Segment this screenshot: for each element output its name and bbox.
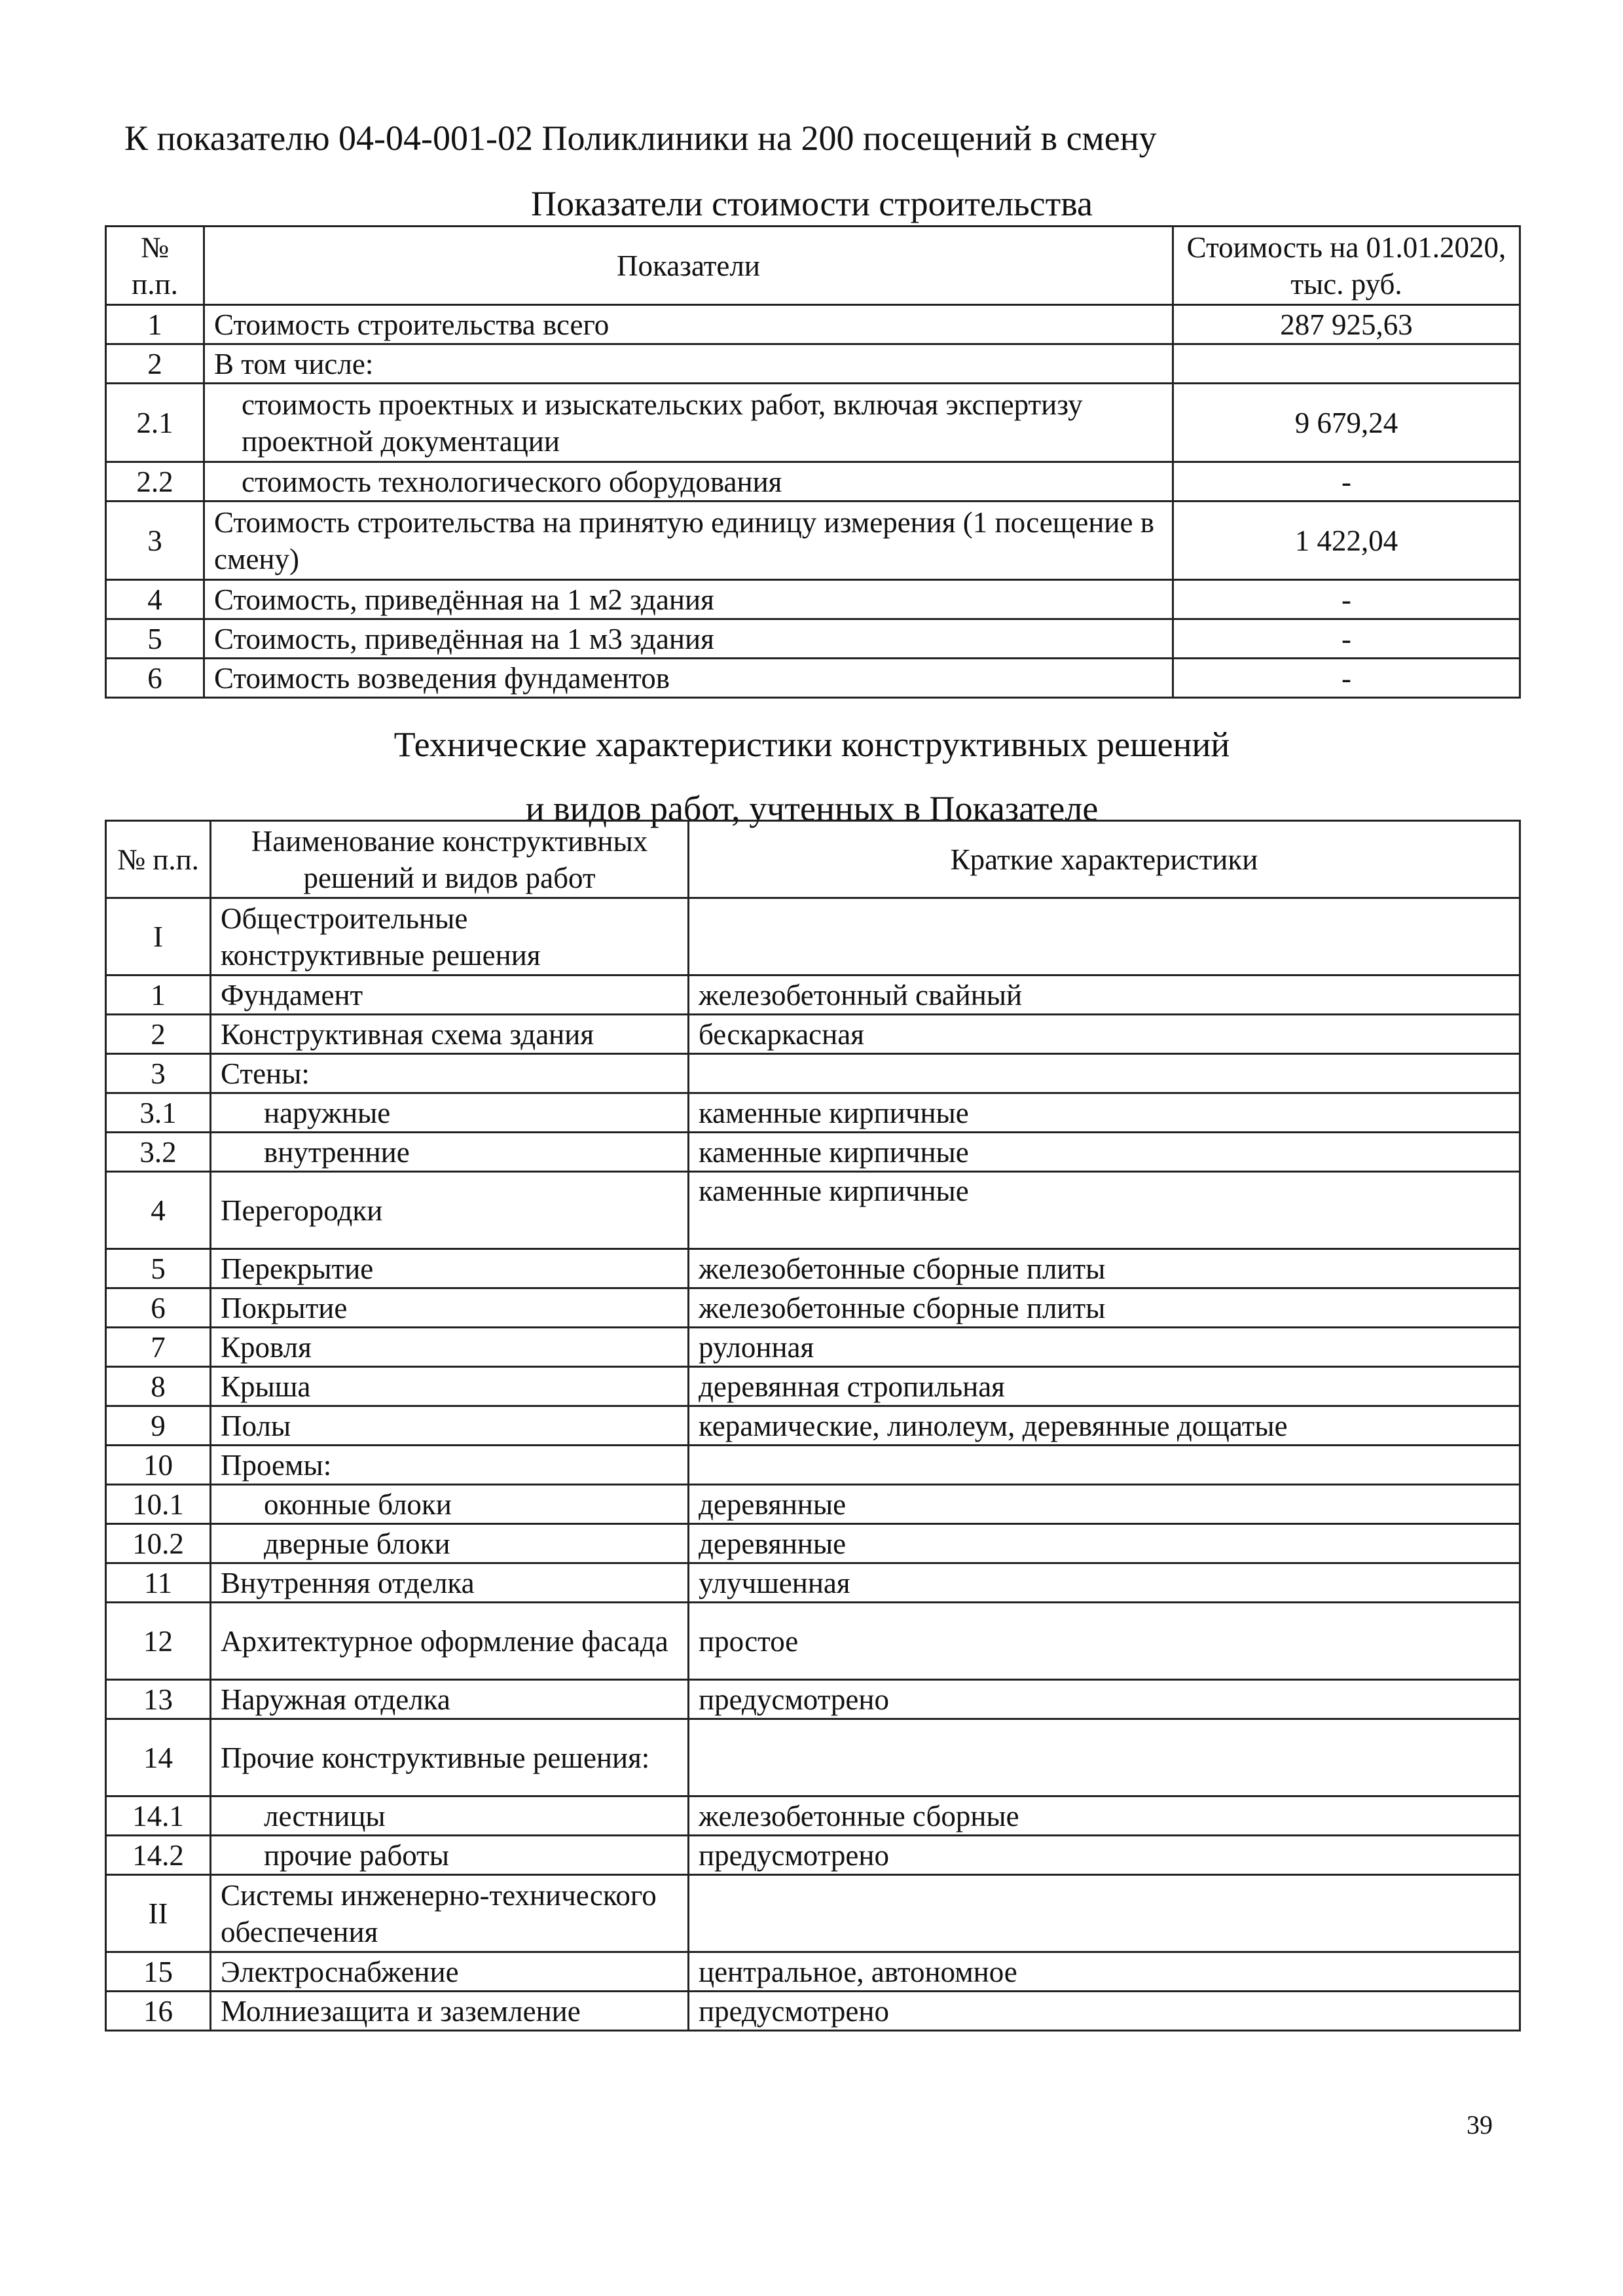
row-name: Крыша (211, 1367, 689, 1406)
row-num: 6 (106, 659, 204, 698)
table-row (106, 1093, 1520, 1133)
row-name: Архитектурное оформление фасада (211, 1603, 689, 1680)
row-num: 4 (106, 1172, 211, 1249)
row-desc: улучшенная (689, 1563, 1520, 1603)
row-num: 10 (106, 1446, 211, 1485)
row-num: 6 (106, 1288, 211, 1328)
row-name: Электроснабжение (211, 1952, 689, 1992)
table-row (106, 580, 1520, 619)
table-row (106, 1992, 1520, 2031)
row-num: 1 (106, 305, 204, 344)
row-desc: предусмотрено (689, 1836, 1520, 1875)
row-desc: железобетонные сборные (689, 1796, 1520, 1836)
table-row (106, 619, 1520, 659)
row-name: дверные блоки (211, 1524, 689, 1563)
row-num: 14.1 (106, 1796, 211, 1836)
row-name: наружные (211, 1093, 689, 1133)
row-desc: каменные кирпичные (689, 1172, 1520, 1249)
row-desc: рулонная (689, 1328, 1520, 1367)
row-num: 2.2 (106, 462, 204, 501)
row-name: Стоимость, приведённая на 1 м3 здания (204, 619, 1173, 659)
row-num: 10.2 (106, 1524, 211, 1563)
table-row (106, 1367, 1520, 1406)
cost-table-title: Показатели стоимости строительства (530, 184, 1093, 223)
row-num: 3 (106, 1054, 211, 1093)
row-value: 9 679,24 (1173, 384, 1520, 462)
row-name: Стоимость, приведённая на 1 м2 здания (204, 580, 1173, 619)
table-row (106, 1054, 1520, 1093)
table-row (106, 1680, 1520, 1719)
header-characteristics: Краткие характеристики (689, 821, 1520, 898)
row-num: 7 (106, 1328, 211, 1367)
table-row (106, 501, 1520, 580)
row-value: 1 422,04 (1173, 501, 1520, 580)
row-value: - (1173, 659, 1520, 698)
row-desc (689, 1446, 1520, 1485)
table-header-row (106, 227, 1520, 305)
row-name: Покрытие (211, 1288, 689, 1328)
row-desc: предусмотрено (689, 1680, 1520, 1719)
row-name: Молниезащита и заземление (211, 1992, 689, 2031)
row-name: Системы инженерно-технического обеспечения (211, 1875, 689, 1952)
row-desc: железобетонный свайный (689, 975, 1520, 1015)
row-num: II (106, 1875, 211, 1952)
table-row (106, 1603, 1520, 1680)
row-value: - (1173, 462, 1520, 501)
row-num: 4 (106, 580, 204, 619)
row-name: оконные блоки (211, 1485, 689, 1524)
header-num: № п.п. (106, 227, 204, 305)
header-num: № п.п. (106, 821, 211, 898)
row-name: Внутренняя отделка (211, 1563, 689, 1603)
row-desc (689, 1054, 1520, 1093)
table-row (106, 1249, 1520, 1288)
row-name: Конструктивная схема здания (211, 1015, 689, 1054)
row-name: Прочие конструктивные решения: (211, 1719, 689, 1796)
row-desc: каменные кирпичные (689, 1133, 1520, 1172)
row-num: I (106, 898, 211, 975)
row-desc: бескаркасная (689, 1015, 1520, 1054)
row-num: 13 (106, 1680, 211, 1719)
row-name: Стоимость возведения фундаментов (204, 659, 1173, 698)
row-value: - (1173, 580, 1520, 619)
row-name: Проемы: (211, 1446, 689, 1485)
table-row (106, 1446, 1520, 1485)
table-row (106, 384, 1520, 462)
row-num: 2.1 (106, 384, 204, 462)
table-row (106, 659, 1520, 698)
table-row (106, 305, 1520, 344)
row-desc: простое (689, 1603, 1520, 1680)
table-header-row (106, 821, 1520, 898)
page-number: 39 (1467, 2110, 1493, 2140)
row-name: Общестроительные конструктивные решения (211, 898, 689, 975)
tech-table-title-line1: Технические характеристики конструктивных решений (393, 725, 1230, 764)
row-desc: керамические, линолеум, деревянные дощатые (689, 1406, 1520, 1446)
row-num: 5 (106, 619, 204, 659)
row-num: 3 (106, 501, 204, 580)
row-desc: железобетонные сборные плиты (689, 1288, 1520, 1328)
row-num: 11 (106, 1563, 211, 1603)
row-name: лестницы (211, 1796, 689, 1836)
table-row (106, 1288, 1520, 1328)
row-name: Стоимость строительства на принятую единицу измерения (1 посещение в смену) (204, 501, 1173, 580)
row-desc: центральное, автономное (689, 1952, 1520, 1992)
row-num: 3.1 (106, 1093, 211, 1133)
row-value: 287 925,63 (1173, 305, 1520, 344)
row-num: 9 (106, 1406, 211, 1446)
row-num: 1 (106, 975, 211, 1015)
row-name: Стены: (211, 1054, 689, 1093)
page-heading: К показателю 04-04-001-02 Поликлиники на 200 посещений в смену (124, 118, 1157, 158)
table-row (106, 1524, 1520, 1563)
row-name: Кровля (211, 1328, 689, 1367)
table-row (106, 1952, 1520, 1992)
row-num: 8 (106, 1367, 211, 1406)
row-desc: железобетонные сборные плиты (689, 1249, 1520, 1288)
table-row (106, 1836, 1520, 1875)
row-num: 5 (106, 1249, 211, 1288)
row-num: 2 (106, 344, 204, 384)
row-num: 14 (106, 1719, 211, 1796)
table-row (106, 1328, 1520, 1367)
row-num: 10.1 (106, 1485, 211, 1524)
row-value: - (1173, 619, 1520, 659)
cost-indicators-table (105, 225, 1521, 699)
row-name: Перекрытие (211, 1249, 689, 1288)
row-desc (689, 1875, 1520, 1952)
row-name: В том числе: (204, 344, 1173, 384)
row-desc: деревянная стропильная (689, 1367, 1520, 1406)
row-desc: каменные кирпичные (689, 1093, 1520, 1133)
row-num: 2 (106, 1015, 211, 1054)
row-name: Перегородки (211, 1172, 689, 1249)
table-row (106, 344, 1520, 384)
table-row (106, 1796, 1520, 1836)
row-value (1173, 344, 1520, 384)
row-name: стоимость технологического оборудования (204, 462, 1173, 501)
row-num: 3.2 (106, 1133, 211, 1172)
row-desc: деревянные (689, 1524, 1520, 1563)
table-row (106, 1563, 1520, 1603)
row-desc: деревянные (689, 1485, 1520, 1524)
header-solution-name: Наименование конструктивных решений и видов работ (211, 821, 689, 898)
row-desc (689, 898, 1520, 975)
row-num: 14.2 (106, 1836, 211, 1875)
table-row (106, 1719, 1520, 1796)
row-name: Фундамент (211, 975, 689, 1015)
table-row (106, 975, 1520, 1015)
row-name: стоимость проектных и изыскательских работ, включая экспертизу проектной документации (204, 384, 1173, 462)
row-name: Наружная отделка (211, 1680, 689, 1719)
table-row (106, 1406, 1520, 1446)
table-row (106, 462, 1520, 501)
table-row (106, 1875, 1520, 1952)
row-desc (689, 1719, 1520, 1796)
table-row (106, 1015, 1520, 1054)
table-row (106, 1172, 1520, 1249)
row-name: прочие работы (211, 1836, 689, 1875)
technical-characteristics-table (105, 820, 1521, 2032)
table-row (106, 898, 1520, 975)
row-num: 16 (106, 1992, 211, 2031)
row-desc: предусмотрено (689, 1992, 1520, 2031)
row-num: 12 (106, 1603, 211, 1680)
table-row (106, 1133, 1520, 1172)
header-cost: Стоимость на 01.01.2020, тыс. руб. (1173, 227, 1520, 305)
tech-table-title-line2: и видов работ, учтенных в Показателе (525, 789, 1099, 828)
header-indicators: Показатели (204, 227, 1173, 305)
row-name: Полы (211, 1406, 689, 1446)
table-row (106, 1485, 1520, 1524)
row-num: 15 (106, 1952, 211, 1992)
row-name: внутренние (211, 1133, 689, 1172)
row-name: Стоимость строительства всего (204, 305, 1173, 344)
